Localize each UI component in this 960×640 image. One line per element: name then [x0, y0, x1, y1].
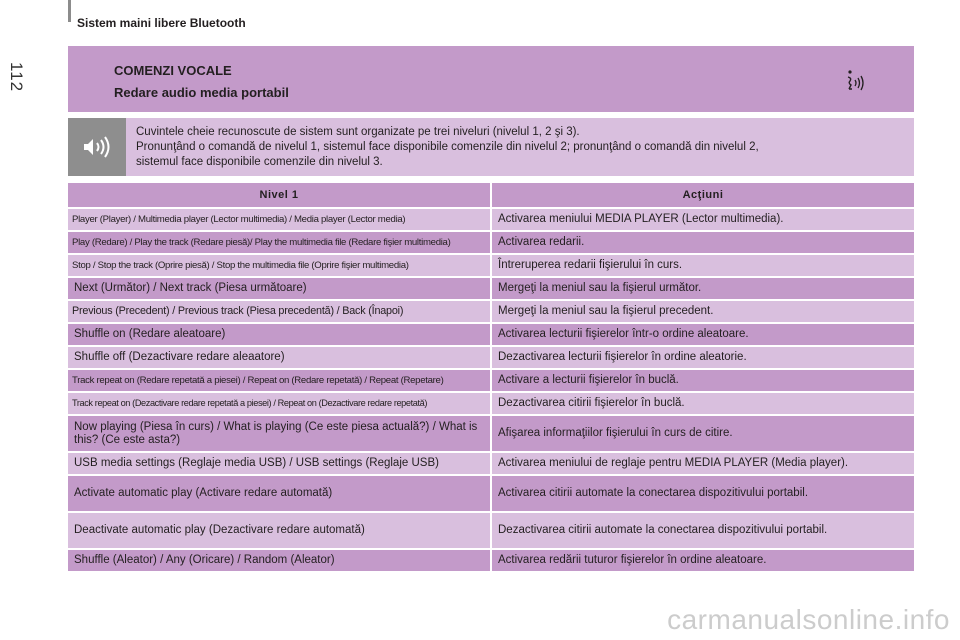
action-cell: Activarea meniului de reglaje pentru MEDIA PLAYER (Media player).: [491, 452, 914, 475]
section-header: [68, 46, 914, 112]
intro-line: Cuvintele cheie recunoscute de sistem sunt organizate pe trei niveluri (nivelul 1, 2 şi 3).: [136, 126, 580, 138]
header-title: Sistem maini libere Bluetooth: [77, 16, 246, 30]
table-row: [68, 346, 914, 369]
command-cell: Track repeat on (Redare repetată a piesei) / Repeat on (Redare repetată) / Repeat (Repetare): [68, 369, 491, 392]
action-cell: Activarea meniului MEDIA PLAYER (Lector multimedia).: [491, 208, 914, 231]
command-cell: Stop / Stop the track (Oprire piesă) / Stop the multimedia file (Oprire fişier multimedia): [68, 254, 491, 277]
command-cell: Play (Redare) / Play the track (Redare piesă)/ Play the multimedia file (Redare fişier multimedia): [68, 231, 491, 254]
section-subtitle: Redare audio media portabil: [114, 85, 289, 100]
table-row: [68, 392, 914, 415]
header-accent-bar: [68, 0, 71, 22]
action-cell: Activare a lecturii fişierelor în buclă.: [491, 369, 914, 392]
action-cell: Activarea lecturii fişierelor într-o ordine aleatoare.: [491, 323, 914, 346]
command-cell: Shuffle on (Redare aleatoare): [68, 323, 491, 346]
table-row: [68, 415, 914, 452]
table-row: [68, 254, 914, 277]
table-row: [68, 549, 914, 572]
voice-command-icon: [842, 68, 868, 94]
watermark: carmanualsonline.info: [667, 604, 950, 635]
table-row: [68, 475, 914, 512]
command-cell: Activate automatic play (Activare redare automată): [68, 475, 491, 512]
action-cell: Întreruperea redarii fişierului în curs.: [491, 254, 914, 277]
action-cell: Dezactivarea citirii fişierelor în buclă.: [491, 392, 914, 415]
action-cell: Dezactivarea lecturii fişierelor în ordine aleatorie.: [491, 346, 914, 369]
action-cell: Dezactivarea citirii automate la conectarea dispozitivului portabil.: [491, 512, 914, 549]
voice-commands-table: [68, 183, 914, 573]
command-cell: Track repeat on (Dezactivare redare repetată a piesei) / Repeat on (Dezactivare redare repetată): [68, 392, 491, 415]
intro-line: sistemul face disponibile comenzile din nivelul 3.: [136, 156, 383, 168]
command-cell: Deactivate automatic play (Dezactivare redare automată): [68, 512, 491, 549]
command-cell: USB media settings (Reglaje media USB) / USB settings (Reglaje USB): [68, 452, 491, 475]
table-row: [68, 323, 914, 346]
action-cell: Mergeţi la meniul sau la fişierul precedent.: [491, 300, 914, 323]
column-header-level: Nivel 1: [68, 183, 491, 208]
action-cell: Afişarea informaţiilor fişierului în curs de citire.: [491, 415, 914, 452]
command-cell: Shuffle (Aleator) / Any (Oricare) / Random (Aleator): [68, 549, 491, 572]
section-title: COMENZI VOCALE: [114, 63, 232, 78]
command-cell: Next (Următor) / Next track (Piesa următoare): [68, 277, 491, 300]
command-cell: Player (Player) / Multimedia player (Lector multimedia) / Media player (Lector media): [68, 208, 491, 231]
command-cell: Previous (Precedent) / Previous track (Piesa precedentă) / Back (Înapoi): [68, 300, 491, 323]
table-row: [68, 208, 914, 231]
intro-text: [126, 118, 914, 176]
command-cell: Now playing (Piesa în curs) / What is playing (Ce este piesa actuală?) / What is this? (Ce este asta?): [68, 415, 491, 452]
intro-line: Pronunţând o comandă de nivelul 1, sistemul face disponibile comenzile din nivelul 2; pronunţând o comandă din nivelul 2,: [136, 141, 759, 153]
action-cell: Activarea redarii.: [491, 231, 914, 254]
column-header-actions: Acţiuni: [491, 183, 914, 208]
table-row: [68, 300, 914, 323]
table-row: [68, 277, 914, 300]
action-cell: Activarea redării tuturor fişierelor în ordine aleatoare.: [491, 549, 914, 572]
table-row: [68, 231, 914, 254]
speaker-icon: [68, 118, 126, 176]
table-row: [68, 369, 914, 392]
page-number: 112: [7, 62, 26, 93]
action-cell: Mergeţi la meniul sau la fişierul următor.: [491, 277, 914, 300]
table-row: [68, 452, 914, 475]
action-cell: Activarea citirii automate la conectarea dispozitivului portabil.: [491, 475, 914, 512]
table-row: [68, 512, 914, 549]
command-cell: Shuffle off (Dezactivare redare aleaatore): [68, 346, 491, 369]
